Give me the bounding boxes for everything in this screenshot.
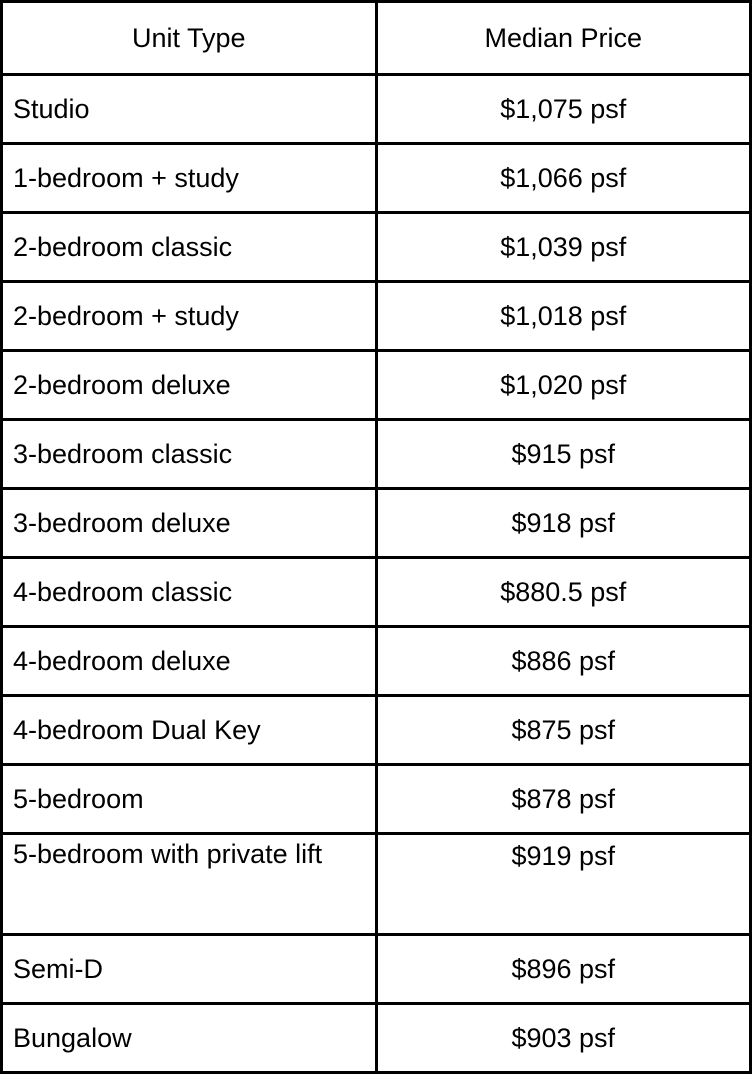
cell-unit-type: Studio [2, 75, 377, 144]
table-row [2, 489, 751, 558]
table-row [2, 144, 751, 213]
column-header-median-price: Median Price [376, 2, 751, 75]
cell-unit-type: Bungalow [2, 1004, 377, 1073]
table-row [2, 765, 751, 834]
table-row [2, 935, 751, 1004]
cell-unit-type: 4-bedroom Dual Key [2, 696, 377, 765]
cell-median-price: $1,020 psf [376, 351, 751, 420]
cell-unit-type: 1-bedroom + study [2, 144, 377, 213]
cell-median-price: $875 psf [376, 696, 751, 765]
table-row [2, 558, 751, 627]
cell-unit-type: Semi-D [2, 935, 377, 1004]
cell-median-price: $1,066 psf [376, 144, 751, 213]
cell-median-price: $1,039 psf [376, 213, 751, 282]
table-row [2, 351, 751, 420]
cell-median-price: $896 psf [376, 935, 751, 1004]
cell-unit-type: 2-bedroom + study [2, 282, 377, 351]
cell-median-price: $1,075 psf [376, 75, 751, 144]
table-row [2, 75, 751, 144]
table-row [2, 696, 751, 765]
table-body [2, 75, 751, 1073]
table-row [2, 834, 751, 935]
table-row [2, 213, 751, 282]
cell-median-price: $1,018 psf [376, 282, 751, 351]
cell-unit-type: 2-bedroom deluxe [2, 351, 377, 420]
table-row [2, 1004, 751, 1073]
cell-unit-type: 3-bedroom classic [2, 420, 377, 489]
cell-median-price: $880.5 psf [376, 558, 751, 627]
cell-unit-type: 3-bedroom deluxe [2, 489, 377, 558]
cell-median-price: $919 psf [376, 834, 751, 935]
cell-unit-type: 2-bedroom classic [2, 213, 377, 282]
table-header-row [2, 2, 751, 75]
cell-unit-type: 4-bedroom deluxe [2, 627, 377, 696]
cell-median-price: $918 psf [376, 489, 751, 558]
cell-median-price: $903 psf [376, 1004, 751, 1073]
cell-unit-type: 4-bedroom classic [2, 558, 377, 627]
column-header-unit-type: Unit Type [2, 2, 377, 75]
table-row [2, 627, 751, 696]
cell-median-price: $878 psf [376, 765, 751, 834]
cell-unit-type: 5-bedroom with private lift [2, 834, 377, 935]
cell-median-price: $915 psf [376, 420, 751, 489]
table-row [2, 282, 751, 351]
cell-median-price: $886 psf [376, 627, 751, 696]
cell-unit-type: 5-bedroom [2, 765, 377, 834]
table-row [2, 420, 751, 489]
